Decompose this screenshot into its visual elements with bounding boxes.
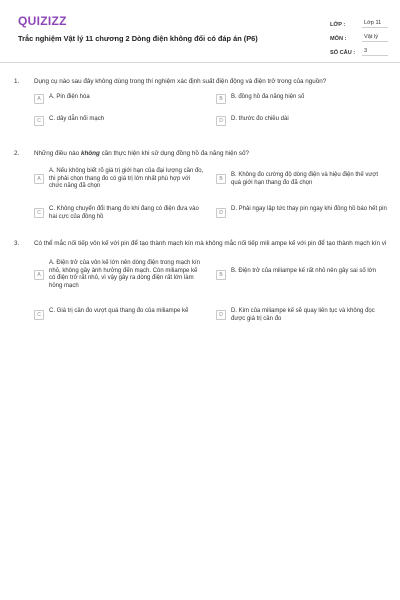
question-text: Dụng cụ nào sau đây không dùng trong thí nghiệm xác định suất điện động và điện trở trong của nguồn?: [34, 78, 327, 85]
question-text: Những điều nào không cần thực hiện khi sử dụng đồng hồ đa năng hiện số?: [34, 150, 249, 157]
option-text: D. thước đo chiều dài: [231, 116, 289, 122]
option-c[interactable]: [34, 308, 204, 320]
option-text: B. Điện trở của miliampe kế rất nhỏ nên gây sai số lớn: [231, 268, 376, 274]
question-2: [14, 150, 388, 236]
option-letter-box: D: [216, 310, 226, 320]
header-divider: [0, 62, 400, 63]
option-c[interactable]: [34, 116, 204, 126]
meta-label: LỚP :: [330, 22, 346, 28]
option-d[interactable]: [216, 308, 388, 323]
meta-row-class: [330, 14, 388, 28]
meta-info: [330, 14, 388, 56]
meta-value: Lớp 11: [362, 20, 388, 28]
option-letter-box: A: [34, 174, 44, 184]
emphasis-word: không: [80, 150, 100, 157]
option-b[interactable]: [216, 94, 388, 104]
options: [34, 256, 388, 331]
option-text: C. Không chuyển đổi thang đo khi đang có điện đưa vào hai cực của đồng hồ: [49, 206, 199, 220]
option-d[interactable]: [216, 206, 388, 218]
meta-row-subject: [330, 28, 388, 42]
option-letter-box: B: [216, 94, 226, 104]
question-text: Có thể mắc nối tiếp vôn kế với pin để tạo thành mạch kín mà không mắc nối tiếp mili ampe kế với pin để tạo thành mạch kín vì: [34, 240, 387, 247]
option-c[interactable]: [34, 206, 204, 221]
option-a[interactable]: [34, 260, 204, 290]
option-letter-box: C: [34, 310, 44, 320]
option-letter-box: B: [216, 270, 226, 280]
option-text: D. Kim của miliampe kế sẽ quay liên tục và không đọc được giá trị cần đo: [231, 308, 375, 322]
quizizz-logo: QUIZIZZ: [18, 14, 67, 28]
options: [34, 166, 388, 236]
option-text: C. dây dẫn nối mạch: [49, 116, 105, 122]
meta-label: SỐ CÂU :: [330, 50, 356, 56]
question-1: [14, 78, 388, 134]
option-letter-box: C: [34, 208, 44, 218]
option-letter-box: A: [34, 270, 44, 280]
question-number: 3.: [14, 240, 20, 247]
question-3: [14, 240, 388, 331]
option-a[interactable]: [34, 94, 204, 104]
option-a[interactable]: [34, 168, 204, 191]
meta-row-count: [330, 42, 388, 56]
meta-value: 3: [362, 48, 388, 56]
question-number: 2.: [14, 150, 20, 157]
option-letter-box: A: [34, 94, 44, 104]
option-text: C. Giá trị cần đo vượt quá thang đo của miliampe kế: [49, 308, 189, 314]
meta-value: Vật lý: [362, 34, 388, 42]
option-b[interactable]: [216, 172, 388, 187]
option-d[interactable]: [216, 116, 388, 126]
option-letter-box: C: [34, 116, 44, 126]
option-letter-box: D: [216, 116, 226, 126]
option-text: A. Pin điện hóa: [49, 94, 90, 100]
option-text: D. Phải ngay lập tức thay pin ngay khi đồng hồ báo hết pin: [231, 206, 387, 212]
options: [34, 94, 388, 134]
option-letter-box: B: [216, 174, 226, 184]
question-number: 1.: [14, 78, 20, 85]
page-title: Trắc nghiệm Vật lý 11 chương 2 Dòng điện không đổi có đáp án (P6): [18, 34, 258, 43]
option-text: A. Điện trở của vôn kế lớn nên dòng điện trong mạch kín nhỏ, không gây ảnh hưởng đến mạch. Còn miliampe kế có điện trở rất nhỏ, vì vậy gây ra dòng điện rất lớn làm hỏng mạch: [49, 260, 200, 289]
option-b[interactable]: [216, 268, 388, 280]
option-text: B. Không đo cường độ dòng điện và hiệu điện thế vượt quá giới hạn thang đo đã chọn: [231, 172, 379, 186]
meta-label: MÔN :: [330, 36, 347, 42]
option-text: B. đồng hồ đa năng hiện số: [231, 94, 305, 100]
option-text: A. Nếu không biết rõ giá trị giới hạn của đại lượng cần đo, thì phải chọn thang đo có giá trị lớn nhất phù hợp với chức năng đã chọn: [49, 168, 204, 190]
option-letter-box: D: [216, 208, 226, 218]
